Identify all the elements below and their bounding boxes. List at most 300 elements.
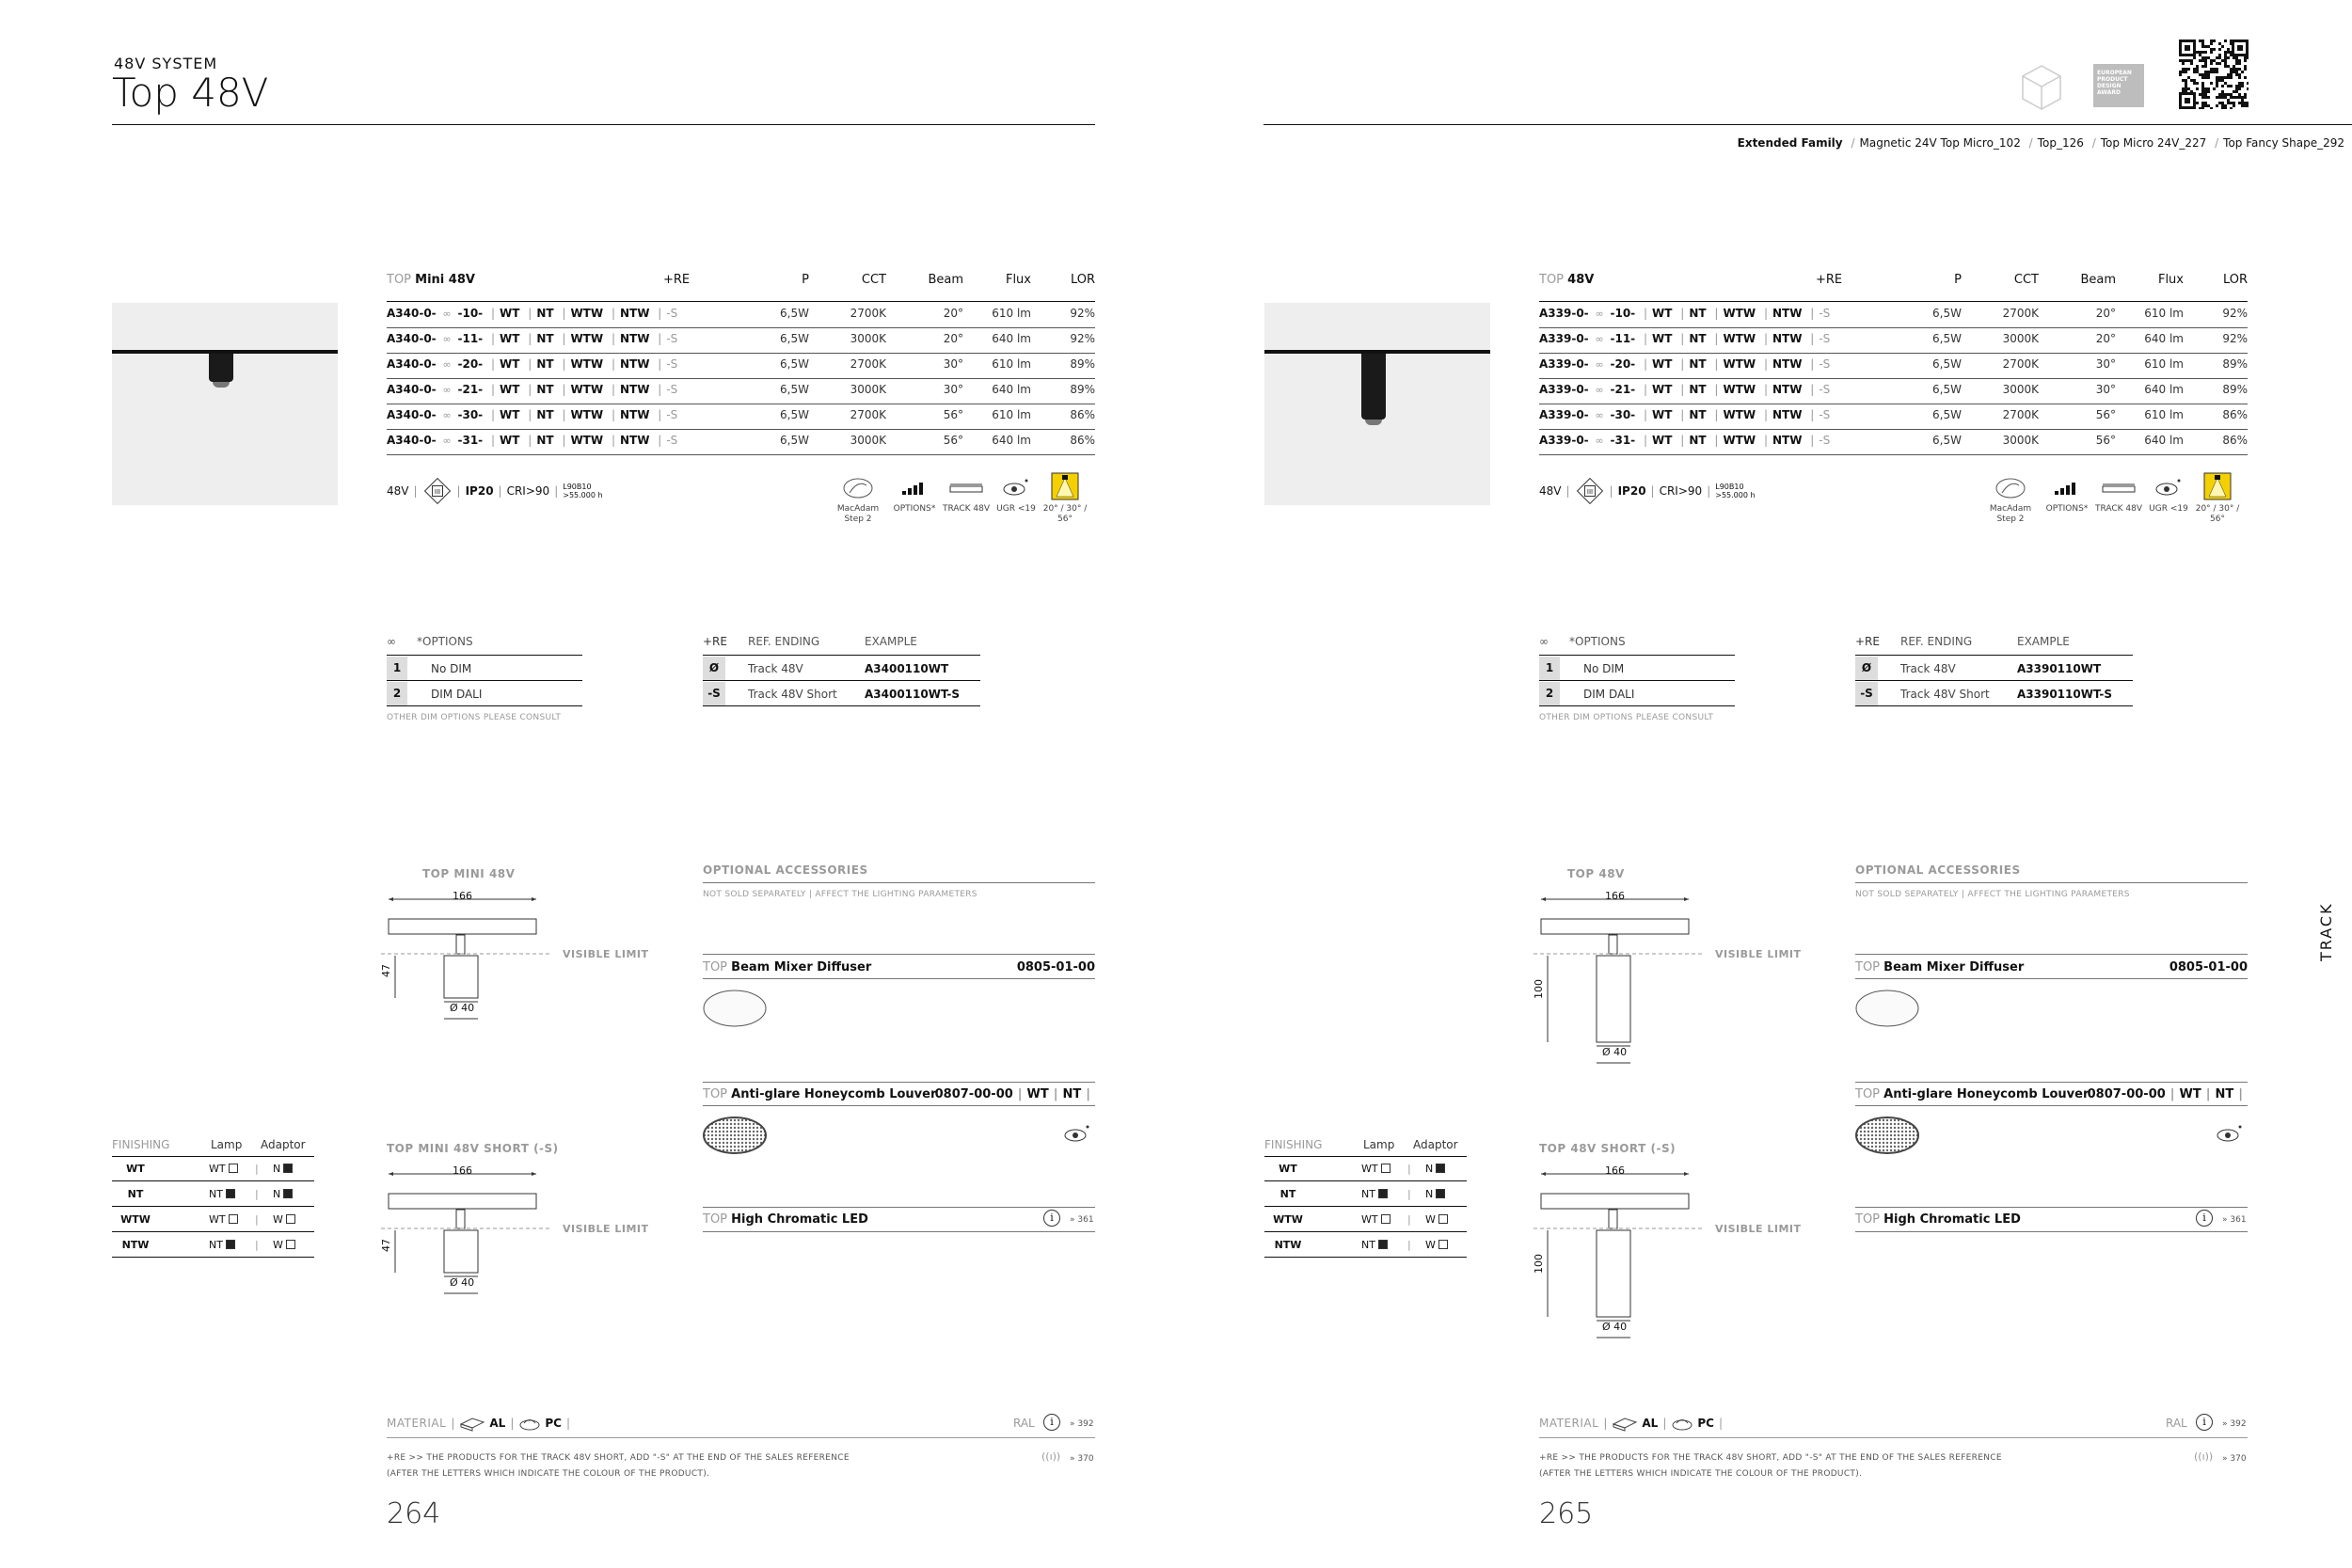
color-swatch xyxy=(1378,1240,1388,1249)
table-row[interactable]: A340-0- ∞ -21- | WT | NT | WTW | NTW | -S xyxy=(387,383,678,396)
dim-option-icon: ∞ xyxy=(442,435,452,447)
finish-code: WTW xyxy=(1723,408,1756,421)
ending-header: +RE REF. ENDING EXAMPLE xyxy=(1855,635,2070,648)
option-number: 1 xyxy=(387,657,407,680)
color-swatch xyxy=(226,1240,235,1249)
lamp-finish: NT xyxy=(209,1188,235,1200)
suffix: -S xyxy=(1819,307,1831,320)
finish-code: WTW xyxy=(1723,307,1756,320)
polycarbonate-icon xyxy=(1671,1415,1693,1432)
ref-variant: -11- xyxy=(1610,332,1636,345)
ref-code: A340-0- xyxy=(387,383,437,396)
right-page: Extended Family / Magnetic 24V Top Micro_102 / Top_126 / Top Micro 24V_227 / Top Fancy Shape_292 EUROPEAN PRODUCT DESIGN AWARD TRACK TOP 48V +RE P CCT Beam Flux LOR A339-0- ∞ -10- | WT | NT | WTW | NTW | -S 6,5W 2700K 20° 610 lm 92% A339-0- ∞ -11- | WT | NT | WTW | NTW | -S 6,5W 3000K 20° 640 lm 92% A339-0- ∞ -20- | WT | NT | WTW | NTW | -S 6,5W 2700K 30° 610 lm 89% A339-0- ∞ -21- | WT | NT | WTW | NTW | -S 6,5W 3000K 30° 640 lm 89% A339-0- ∞ -30- | WT | NT | WTW | NTW | -S 6,5W 2700K 56° 610 lm 86% A339-0- ∞ -31- | WT | NT | WTW | NTW | -S 6,5W 3000K 56° 640 lm 86% 48V | III | IP20 | CRI>90 | L90B10 >55.000 h MacAdam Step 2 OPTIONS* TRACK 48V UGR <19 20° / 30° / 56° ∞ *OPTIONS 1 No DIM 2 DIM DALI OTHER DIM OPTIONS PLEASE CONSULT +RE REF. ENDING EXAMPLE Ø Track 48V A3390110WT -S Track 48V Short A3390110WT-S TOP 48V 166 VISIBLE LIMIT 100 Ø 40 TOP 48V SHORT (-S) 166 VISIBLE LIMIT 100 Ø 40 FINISHING Lamp Adaptor WT WT | N NT NT | N WTW WT | W NTW NT | W OPTIONAL ACCESSORIES NOT SOLD SEPARATELY | AFFECT THE LIGHTING PARAMETERS TOP Beam Mixer Diffuser 0805-01-00 TOP Anti-glare Honeycomb Louver 0807-00-00 | WT | NT | TOP High Chromatic LED i » 361 MATERIAL | AL | PC | RAL i » 392 +RE >> THE PRODUCTS FOR THE TRACK 48V SHORT, ADD "-S" AT THE END OF THE SALES REFERENCE (AFTER THE LETTERS WHICH INDICATE THE COLOUR OF THE PRODUCT). ((ı)) » 370 265 xyxy=(1176,0,2352,1568)
cell-flux: 610 lm xyxy=(2144,357,2184,371)
col-header: LOR xyxy=(1070,273,1095,287)
dim-height: 100 xyxy=(1533,1254,1545,1274)
finish-code: NT xyxy=(536,357,554,371)
finish-code: NTW xyxy=(1772,408,1803,421)
accessory-code: 0807-00-00 | WT | NT | xyxy=(934,1087,1090,1101)
icon-caption: Step 2 xyxy=(1996,515,2025,524)
suffix: -S xyxy=(1819,332,1831,345)
ref-variant: -20- xyxy=(457,357,484,371)
table-row[interactable]: A340-0- ∞ -10- | WT | NT | WTW | NTW | -S xyxy=(387,307,678,320)
options-note: OTHER DIM OPTIONS PLEASE CONSULT xyxy=(1539,713,1714,722)
feature-beam-angle-icon xyxy=(2191,472,2244,525)
table-row[interactable]: A340-0- ∞ -31- | WT | NT | WTW | NTW | -S xyxy=(387,434,678,447)
color-swatch xyxy=(283,1189,293,1198)
aluminium-icon xyxy=(1612,1415,1638,1432)
cell-cct: 2700K xyxy=(2002,357,2039,371)
finish-code: WTW xyxy=(570,408,604,421)
finish-code: NT xyxy=(1689,383,1707,396)
page-ref[interactable]: » 370 xyxy=(2222,1454,2247,1464)
diffuser-disc-icon xyxy=(1855,988,1921,1029)
ref-variant: -30- xyxy=(1610,408,1636,421)
cell-p: 6,5W xyxy=(780,357,809,371)
suffix: -S xyxy=(666,408,678,421)
cell-beam: 56° xyxy=(943,434,963,447)
cell-beam: 20° xyxy=(2095,307,2116,320)
cell-lor: 89% xyxy=(2222,357,2248,371)
color-swatch xyxy=(229,1214,238,1224)
ending-ref: Track 48V Short xyxy=(1900,688,1990,701)
drawing-title: TOP MINI 48V SHORT (-S) xyxy=(387,1142,559,1155)
icon-caption: MacAdam xyxy=(836,504,880,514)
col-header: +RE xyxy=(1816,273,1843,287)
dim-option-icon: ∞ xyxy=(1595,333,1604,345)
finish-code: NT xyxy=(536,332,554,345)
cell-flux: 610 lm xyxy=(2144,408,2184,421)
cell-beam: 30° xyxy=(2095,357,2116,371)
cell-cct: 3000K xyxy=(850,383,886,396)
page-ref[interactable]: » 392 xyxy=(2222,1419,2247,1429)
cell-p: 6,5W xyxy=(1932,307,1962,320)
suffix: -S xyxy=(1819,434,1831,447)
ref-code: A340-0- xyxy=(387,307,437,320)
ending-ref: Track 48V Short xyxy=(748,688,837,701)
dimension-drawing xyxy=(1534,888,1797,1069)
col-header: Flux xyxy=(2157,273,2184,287)
lamp-finish: WT xyxy=(1361,1213,1391,1226)
finish-code: WTW xyxy=(1723,434,1756,447)
breadcrumb-title: Extended Family xyxy=(1737,136,1843,150)
ref-code: A339-0- xyxy=(1539,408,1589,421)
table-row[interactable]: A339-0- ∞ -10- | WT | NT | WTW | NTW | -S xyxy=(1539,307,1831,320)
product-prefix: TOP xyxy=(1539,273,1565,287)
breadcrumb-link[interactable]: Top Micro 24V_227 xyxy=(2100,136,2207,150)
finish-code: NTW xyxy=(121,1239,150,1251)
color-swatch xyxy=(1436,1164,1445,1173)
finish-code: WTW xyxy=(570,434,604,447)
page-ref[interactable]: » 370 xyxy=(1070,1454,1094,1464)
dim-option-icon: ∞ xyxy=(1595,409,1604,421)
suffix: -S xyxy=(666,383,678,396)
page-ref[interactable]: » 361 xyxy=(2222,1215,2247,1225)
color-swatch xyxy=(226,1189,235,1198)
color-swatch xyxy=(1438,1240,1448,1249)
finish-code: NTW xyxy=(1274,1239,1302,1251)
dim-height: 47 xyxy=(380,1238,392,1252)
accessory-code: 0805-01-00 xyxy=(2169,960,2248,974)
cell-beam: 56° xyxy=(943,408,963,421)
cell-p: 6,5W xyxy=(780,307,809,320)
lifetime: L90B10 xyxy=(1715,483,1744,491)
cell-cct: 3000K xyxy=(2002,434,2039,447)
product-name xyxy=(1539,273,1594,287)
dim-height: 100 xyxy=(1533,979,1545,999)
finish-code: WT xyxy=(500,357,520,371)
ref-variant: -10- xyxy=(1610,307,1636,320)
dim-option-icon: ∞ xyxy=(442,358,452,371)
cell-p: 6,5W xyxy=(780,332,809,345)
color-swatch xyxy=(1436,1189,1445,1198)
cell-flux: 640 lm xyxy=(992,383,1031,396)
option-label[interactable]: DIM DALI xyxy=(431,688,483,701)
accessory-diffuser[interactable]: TOP Beam Mixer Diffuser xyxy=(1855,960,2025,974)
cell-lor: 92% xyxy=(2222,332,2248,345)
table-row[interactable]: A340-0- ∞ -11- | WT | NT | WTW | NTW | -S xyxy=(387,332,678,345)
cell-beam: 20° xyxy=(943,332,963,345)
color-swatch xyxy=(1438,1214,1448,1224)
info-icon[interactable]: i xyxy=(2196,1210,2213,1227)
page-ref[interactable]: » 361 xyxy=(1070,1215,1094,1225)
dim-option-icon: ∞ xyxy=(442,333,452,345)
system-label: 48V SYSTEM xyxy=(114,55,218,72)
material-row: MATERIAL | AL | PC | xyxy=(1539,1417,1724,1430)
feature-options-icon xyxy=(888,476,941,515)
lamp-finish: WT xyxy=(209,1163,238,1175)
ref-code: A339-0- xyxy=(1539,434,1589,447)
dim-width: 166 xyxy=(1605,890,1625,902)
material-row: MATERIAL | AL | PC | xyxy=(387,1417,571,1430)
beam-angle-icon xyxy=(2191,472,2244,504)
dim-option-icon: ∞ xyxy=(442,409,452,421)
info-icon[interactable]: i xyxy=(1043,1210,1060,1227)
col-header: LOR xyxy=(2222,273,2248,287)
accessories-subtitle: NOT SOLD SEPARATELY | AFFECT THE LIGHTING PARAMETERS xyxy=(1855,890,2130,899)
suffix: -S xyxy=(666,434,678,447)
cell-cct: 3000K xyxy=(850,332,886,345)
class-icon: III xyxy=(423,478,450,504)
finish-code: WTW xyxy=(1273,1213,1303,1226)
finish-code: NTW xyxy=(619,357,650,371)
feature-ugr-eye-icon xyxy=(990,476,1042,515)
footnote: (AFTER THE LETTERS WHICH INDICATE THE COLOUR OF THE PRODUCT). xyxy=(1539,1469,1863,1479)
track-48v-icon xyxy=(940,476,993,504)
product-photo xyxy=(112,303,338,505)
cell-beam: 30° xyxy=(943,383,963,396)
finish-code: WT xyxy=(126,1163,145,1175)
cell-lor: 92% xyxy=(2222,307,2248,320)
ref-code: A340-0- xyxy=(387,434,437,447)
finish-code: NT xyxy=(1689,357,1707,371)
material-label: MATERIAL xyxy=(1539,1417,1599,1430)
product-model: Mini 48V xyxy=(415,273,475,287)
cell-cct: 3000K xyxy=(2002,332,2039,345)
ending-ref: Track 48V xyxy=(1900,662,1956,675)
option-number: 2 xyxy=(387,682,407,705)
lifetime-hours: >55.000 h xyxy=(563,491,603,499)
cri: CRI>90 xyxy=(1659,484,1703,498)
cell-cct: 3000K xyxy=(850,434,886,447)
suffix: -S xyxy=(666,332,678,345)
dim-height: 47 xyxy=(380,963,392,977)
accessory-louver[interactable]: TOP Anti-glare Honeycomb Louver xyxy=(703,1087,937,1101)
dim-option-icon: ∞ xyxy=(387,635,396,648)
feature-beam-angle-icon xyxy=(1039,472,1091,525)
dim-option-icon: ∞ xyxy=(442,308,452,320)
sound-icon: ((ı)) xyxy=(1041,1450,1061,1463)
table-row[interactable]: A340-0- ∞ -30- | WT | NT | WTW | NTW | -S xyxy=(387,408,678,421)
info-icon[interactable]: i xyxy=(2196,1414,2213,1431)
ending-key: Ø xyxy=(1855,657,1878,680)
cell-lor: 92% xyxy=(1070,332,1095,345)
product-model: 48V xyxy=(1567,273,1595,287)
page-title: Top 48V xyxy=(112,70,269,116)
color-swatch xyxy=(286,1214,295,1224)
beam-angle-icon xyxy=(1039,472,1091,504)
dim-diameter: Ø 40 xyxy=(450,1276,475,1289)
accessory-code: 0807-00-00 | WT | NT | xyxy=(2087,1087,2243,1101)
table-row[interactable]: A339-0- ∞ -20- | WT | NT | WTW | NTW | -S xyxy=(1539,357,1831,371)
ref-variant: -30- xyxy=(457,408,484,421)
adaptor-finish: W xyxy=(1425,1239,1448,1251)
finish-code: WT xyxy=(500,307,520,320)
ip-rating: IP20 xyxy=(1617,484,1646,498)
cell-p: 6,5W xyxy=(1932,383,1962,396)
polycarbonate-icon xyxy=(518,1415,541,1432)
col-header: P xyxy=(802,273,809,287)
table-row[interactable]: A339-0- ∞ -30- | WT | NT | WTW | NTW | -S xyxy=(1539,408,1831,421)
left-page: 48V SYSTEM Top 48V TOP Mini 48V +RE P CCT Beam Flux LOR A340-0- ∞ -10- | WT | NT | WTW | NTW | -S 6,5W 2700K 20° 610 lm 92% A340-0- ∞ -11- | WT | NT | WTW | NTW | -S 6,5W 3000K 20° 640 lm 92% A340-0- ∞ -20- | WT | NT | WTW | NTW | -S 6,5W 2700K 30° 610 lm 89% A340-0- ∞ -21- | WT | NT | WTW | NTW | -S 6,5W 3000K 30° 640 lm 89% A340-0- ∞ -30- | WT | NT | WTW | NTW | -S 6,5W 2700K 56° 610 lm 86% A340-0- ∞ -31- | WT | NT | WTW | NTW | -S 6,5W 3000K 56° 640 lm 86% 48V | III | IP20 | CRI>90 | L90B10 >55.000 h MacAdam Step 2 OPTIONS* TRACK 48V UGR <19 20° / 30° / 56° ∞ *OPTIONS 1 No DIM 2 DIM DALI OTHER DIM OPTIONS PLEASE CONSULT +RE REF. ENDING EXAMPLE Ø Track 48V A3400110WT -S Track 48V Short A3400110WT-S TOP MINI 48V 166 VISIBLE LIMIT 47 Ø 40 TOP MINI 48V SHORT (-S) 166 VISIBLE LIMIT 47 Ø 40 FINISHING Lamp Adaptor WT WT | N NT NT | N WTW WT | W NTW NT | W OPTIONAL ACCESSORIES NOT SOLD SEPARATELY | AFFECT THE LIGHTING PARAMETERS TOP Beam Mixer Diffuser 0805-01-00 TOP Anti-glare Honeycomb Louver 0807-00-00 | WT | NT | TOP High Chromatic LED i » 361 MATERIAL | AL | PC | RAL i » 392 +RE >> THE PRODUCTS FOR THE TRACK 48V SHORT, ADD "-S" AT THE END OF THE SALES REFERENCE (AFTER THE LETTERS WHICH INDICATE THE COLOUR OF THE PRODUCT). ((ı)) » 370 264 xyxy=(112,55,1095,1530)
product-prefix: TOP xyxy=(387,273,412,287)
drawing-title: TOP MINI 48V xyxy=(422,867,516,880)
material-label: MATERIAL xyxy=(387,1417,447,1430)
ending-key: -S xyxy=(1855,682,1878,705)
cell-flux: 640 lm xyxy=(2144,434,2184,447)
color-swatch xyxy=(286,1240,295,1249)
class-icon: III xyxy=(1576,478,1602,504)
visible-limit: VISIBLE LIMIT xyxy=(563,948,649,960)
breadcrumb: Extended Family / Magnetic 24V Top Micro_102 / Top_126 / Top Micro 24V_227 / Top Fancy Shape_292 xyxy=(1737,136,2344,150)
dimension-drawing xyxy=(1534,1163,1797,1343)
finish-code: WT xyxy=(1652,383,1673,396)
ref-code: A339-0- xyxy=(1539,357,1589,371)
cell-flux: 610 lm xyxy=(2144,307,2184,320)
accessories-title: OPTIONAL ACCESSORIES xyxy=(1855,863,2021,877)
table-row[interactable]: A339-0- ∞ -31- | WT | NT | WTW | NTW | -S xyxy=(1539,434,1831,447)
cell-lor: 86% xyxy=(1070,408,1095,421)
options-header: ∞ *OPTIONS xyxy=(1539,635,1626,648)
cell-lor: 86% xyxy=(1070,434,1095,447)
page-number: 264 xyxy=(387,1497,441,1530)
design-award-badge: EUROPEAN PRODUCT DESIGN AWARD xyxy=(2093,64,2144,107)
ip-rating: IP20 xyxy=(465,484,494,498)
finish-code: NTW xyxy=(619,383,650,396)
cell-lor: 89% xyxy=(2222,383,2248,396)
adaptor-finish: W xyxy=(1425,1213,1448,1226)
adaptor-finish: N xyxy=(1425,1163,1445,1175)
breadcrumb-link[interactable]: Top_126 xyxy=(2037,136,2084,150)
adaptor-finish: N xyxy=(273,1163,293,1175)
cell-flux: 610 lm xyxy=(992,307,1031,320)
suffix: -S xyxy=(666,307,678,320)
ref-variant: -21- xyxy=(457,383,484,396)
finish-code: NTW xyxy=(1772,383,1803,396)
cell-p: 6,5W xyxy=(780,408,809,421)
lamp-finish: NT xyxy=(1361,1239,1388,1251)
side-tab-track[interactable]: TRACK xyxy=(2317,902,2335,961)
option-label[interactable]: No DIM xyxy=(431,662,472,675)
ending-example: A3390110WT xyxy=(2017,662,2102,675)
cell-cct: 2700K xyxy=(2002,408,2039,421)
spec-line: 48V | III | IP20 | CRI>90 | L90B10 >55.000 h xyxy=(387,482,603,500)
finish-code: NT xyxy=(1689,332,1707,345)
ral-label: RAL xyxy=(1013,1417,1035,1430)
finish-code: WTW xyxy=(1723,357,1756,371)
cell-lor: 92% xyxy=(1070,307,1095,320)
ral-label: RAL xyxy=(2166,1417,2187,1430)
product-name xyxy=(387,273,475,287)
color-swatch xyxy=(283,1164,293,1173)
qr-code-icon[interactable] xyxy=(2179,40,2249,109)
cell-cct: 2700K xyxy=(850,408,886,421)
info-icon[interactable]: i xyxy=(1043,1414,1060,1431)
ending-example: A3390110WT-S xyxy=(2017,688,2113,701)
visible-limit: VISIBLE LIMIT xyxy=(1715,1223,1802,1235)
table-row[interactable]: A340-0- ∞ -20- | WT | NT | WTW | NTW | -S xyxy=(387,357,678,371)
dim-option-icon: ∞ xyxy=(1595,308,1604,320)
macadam-icon xyxy=(832,476,884,504)
accessory-high-chromatic[interactable]: TOP High Chromatic LED xyxy=(1855,1212,2021,1227)
accessories-title: OPTIONAL ACCESSORIES xyxy=(703,863,868,877)
options-icon xyxy=(2041,476,2093,504)
finish-code: WTW xyxy=(120,1213,151,1226)
icon-caption: OPTIONS* xyxy=(2045,504,2089,514)
cell-beam: 30° xyxy=(2095,383,2116,396)
finish-code: NT xyxy=(1689,307,1707,320)
icon-caption: UGR <19 xyxy=(2149,504,2188,514)
breadcrumb-link[interactable]: Magnetic 24V Top Micro_102 xyxy=(1859,136,2021,150)
option-label[interactable]: No DIM xyxy=(1583,662,1625,675)
accessory-diffuser[interactable]: TOP Beam Mixer Diffuser xyxy=(703,960,872,974)
cell-beam: 20° xyxy=(2095,332,2116,345)
ref-code: A339-0- xyxy=(1539,332,1589,345)
adaptor-finish: W xyxy=(273,1239,295,1251)
ref-code: A340-0- xyxy=(387,332,437,345)
voltage: 48V xyxy=(387,484,409,498)
finish-code: WTW xyxy=(570,307,604,320)
col-header: P xyxy=(1954,273,1962,287)
lamp-finish: WT xyxy=(209,1213,238,1226)
finish-code: WTW xyxy=(1723,332,1756,345)
ref-variant: -11- xyxy=(457,332,484,345)
ref-code: A339-0- xyxy=(1539,307,1589,320)
cell-beam: 20° xyxy=(943,307,963,320)
suffix: -S xyxy=(1819,357,1831,371)
finish-code: WT xyxy=(1652,408,1673,421)
ref-code: A340-0- xyxy=(387,357,437,371)
option-number: 2 xyxy=(1539,682,1560,705)
dim-option-icon: ∞ xyxy=(1539,635,1549,648)
ref-variant: -20- xyxy=(1610,357,1636,371)
col-header: Beam xyxy=(2080,273,2116,287)
dim-diameter: Ø 40 xyxy=(450,1002,475,1014)
icon-caption: MacAdam xyxy=(1989,504,2032,514)
cell-cct: 2700K xyxy=(850,307,886,320)
cell-cct: 2700K xyxy=(850,357,886,371)
option-label[interactable]: DIM DALI xyxy=(1583,688,1635,701)
icon-caption: Step 2 xyxy=(844,515,872,524)
cell-cct: 2700K xyxy=(2002,307,2039,320)
visible-limit: VISIBLE LIMIT xyxy=(1715,948,1802,960)
cell-p: 6,5W xyxy=(1932,434,1962,447)
dim-width: 166 xyxy=(453,1164,472,1177)
accessory-louver[interactable]: TOP Anti-glare Honeycomb Louver xyxy=(1855,1087,2090,1101)
ending-ref: Track 48V xyxy=(748,662,803,675)
finish-code: WT xyxy=(500,434,520,447)
dim-option-icon: ∞ xyxy=(1595,358,1604,371)
table-row[interactable]: A339-0- ∞ -11- | WT | NT | WTW | NTW | -S xyxy=(1539,332,1831,345)
feature-options-icon xyxy=(2041,476,2093,515)
ugr-eye-icon xyxy=(2142,476,2195,504)
cell-cct: 3000K xyxy=(2002,383,2039,396)
sound-icon: ((ı)) xyxy=(2194,1450,2214,1463)
col-header: Beam xyxy=(928,273,963,287)
ending-key: Ø xyxy=(703,657,725,680)
ugr-eye-icon xyxy=(1063,1123,1093,1144)
cell-flux: 640 lm xyxy=(992,434,1031,447)
aluminium-icon xyxy=(459,1415,485,1432)
cell-p: 6,5W xyxy=(1932,357,1962,371)
page-ref[interactable]: » 392 xyxy=(1070,1419,1094,1429)
finish-code: WTW xyxy=(570,357,604,371)
color-swatch xyxy=(229,1164,238,1173)
lamp-body xyxy=(209,354,233,382)
diffuser-disc-icon xyxy=(703,988,769,1029)
finish-code: NT xyxy=(536,408,554,421)
col-header: CCT xyxy=(2013,273,2039,287)
finish-code: WTW xyxy=(570,383,604,396)
finish-code: NT xyxy=(1689,434,1707,447)
finish-code: NTW xyxy=(1772,357,1803,371)
lifetime-hours: >55.000 h xyxy=(1715,491,1756,499)
finish-code: WT xyxy=(500,332,520,345)
finish-code: NTW xyxy=(619,434,650,447)
breadcrumb-link[interactable]: Top Fancy Shape_292 xyxy=(2223,136,2344,150)
adaptor-finish: W xyxy=(273,1213,295,1226)
adaptor-finish: N xyxy=(1425,1188,1445,1200)
ugr-eye-icon xyxy=(990,476,1042,504)
cell-flux: 610 lm xyxy=(992,357,1031,371)
cell-p: 6,5W xyxy=(780,383,809,396)
table-row[interactable]: A339-0- ∞ -21- | WT | NT | WTW | NTW | -S xyxy=(1539,383,1831,396)
drawing-title: TOP 48V SHORT (-S) xyxy=(1539,1142,1677,1155)
finish-code: NT xyxy=(1689,408,1707,421)
suffix: -S xyxy=(1819,408,1831,421)
icon-caption: TRACK 48V xyxy=(942,504,991,514)
accessories-subtitle: NOT SOLD SEPARATELY | AFFECT THE LIGHTING PARAMETERS xyxy=(703,890,977,899)
feature-track-48v-icon xyxy=(940,476,993,515)
lifetime: L90B10 xyxy=(563,483,592,491)
cell-p: 6,5W xyxy=(1932,408,1962,421)
lamp-finish: NT xyxy=(209,1239,235,1251)
cell-beam: 56° xyxy=(2095,408,2116,421)
honeycomb-louver-icon xyxy=(703,1115,769,1156)
accessory-high-chromatic[interactable]: TOP High Chromatic LED xyxy=(703,1212,868,1227)
feature-macadam-icon xyxy=(1984,476,2037,525)
ref-code: A339-0- xyxy=(1539,383,1589,396)
